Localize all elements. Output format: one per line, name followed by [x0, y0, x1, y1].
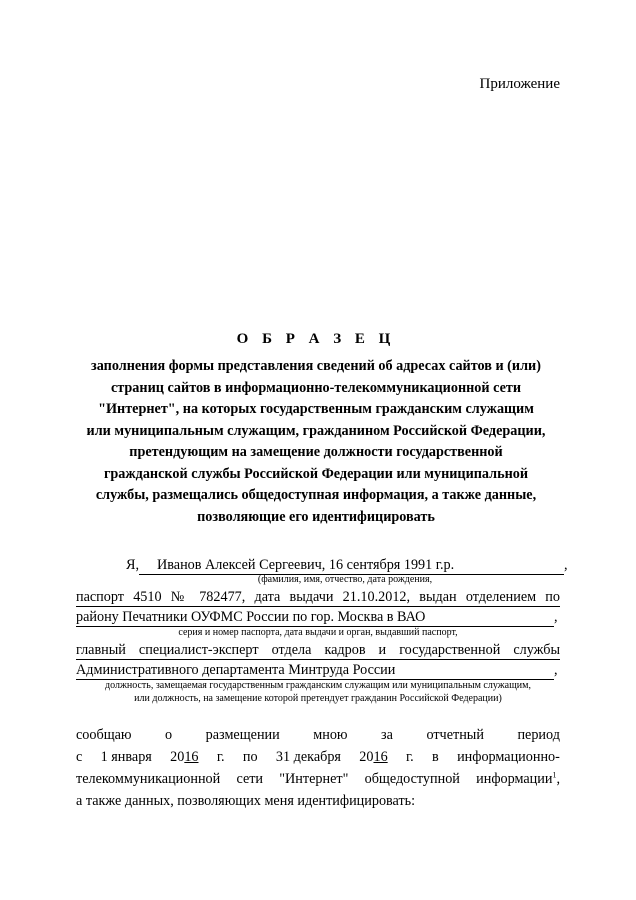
word: г. [216, 749, 225, 765]
caption-position-1: должность, замещаемая государственным гражданским служащим или муниципальным служащим, [105, 680, 531, 691]
comma: , [564, 557, 568, 573]
caption-passport: серия и номер паспорта, дата выдачи и орган, выдавший паспорт, [178, 627, 458, 638]
passport-row-1 [76, 589, 560, 607]
word: сети [236, 771, 264, 787]
passport-row-2 [76, 609, 560, 627]
i-label: Я, [126, 557, 140, 573]
word-with-footnote [476, 771, 560, 788]
subtitle-line: позволяющие его идентифицировать [197, 508, 435, 525]
word: период [517, 727, 560, 743]
passport-field-1: паспорт 4510 № 782477, дата выдачи 21.10.2012, выдан отделением по [76, 589, 560, 605]
word: размещении [205, 727, 280, 743]
document-title: О Б Р А З Е Ц [236, 331, 396, 347]
document-subtitle [60, 356, 572, 528]
position-field-1: главный специалист-эксперт отдела кадров и государственной службы [76, 642, 560, 658]
word: информационно- [457, 749, 560, 765]
year-prefix: 20 [170, 749, 185, 765]
period-to-year [359, 749, 387, 766]
word: телекоммуникационной [76, 771, 221, 787]
year-prefix: 20 [359, 749, 374, 765]
subtitle-line: страниц сайтов в информационно-телекоммуникационной сети [110, 379, 522, 396]
position-row-2 [76, 662, 560, 680]
passport-field-2: району Печатники ОУФМС России по гор. Москва в ВАО [76, 609, 554, 627]
name-field: Иванов Алексей Сергеевич, 16 сентября 1991 г.р. [139, 557, 564, 575]
word: общедоступной [364, 771, 460, 787]
statement-line-1 [76, 727, 560, 744]
subtitle-line: или муниципальным служащим, гражданином Российской Федерации, [86, 422, 546, 439]
position-field-2: Административного департамента Минтруда России [76, 662, 554, 680]
word: за [381, 727, 393, 743]
subtitle-line: "Интернет", на которых государственным гражданским служащим [98, 401, 534, 417]
position-row-1 [76, 642, 560, 660]
year-suffix: 16 [184, 749, 199, 765]
document-header [60, 331, 572, 528]
statement-line-4: а также данных, позволяющих меня идентифицировать: [76, 793, 416, 809]
word: с [76, 749, 83, 765]
caption-name: (фамилия, имя, отчество, дата рождения, [257, 574, 433, 585]
subtitle-line: службы, размещались общедоступная информация, а также данные, [95, 487, 537, 503]
word: отчетный [426, 727, 484, 743]
word: "Интернет" [279, 771, 349, 787]
subtitle-line: гражданской службы Российской Федерации или муниципальной [103, 465, 529, 482]
period-from-day: 1 января [100, 749, 152, 765]
caption-position-2: или должность, на замещение которой претендует гражданин Российской Федерации) [134, 693, 502, 704]
word: мною [313, 727, 348, 743]
year-suffix: 16 [373, 749, 388, 765]
comma: , [554, 662, 558, 678]
comma: , [556, 771, 560, 787]
name-row [76, 557, 568, 575]
word: о [165, 727, 173, 743]
subtitle-line: претендующим на замещение должности государственной [129, 444, 503, 460]
word: г. [405, 749, 414, 765]
appendix-label: Приложение [479, 76, 560, 92]
statement-line-3 [76, 771, 560, 788]
period-to-day: 31 декабря [275, 749, 341, 765]
subtitle-line: заполнения формы представления сведений об адресах сайтов и (или) [91, 358, 541, 374]
footnote-mark[interactable]: 1 [552, 770, 557, 780]
word: по [242, 749, 258, 765]
period-from-year [170, 749, 198, 766]
statement-line-2 [76, 749, 560, 766]
word: сообщаю [76, 727, 132, 743]
word: в [432, 749, 439, 765]
comma: , [554, 609, 558, 625]
word: информации [476, 771, 553, 787]
